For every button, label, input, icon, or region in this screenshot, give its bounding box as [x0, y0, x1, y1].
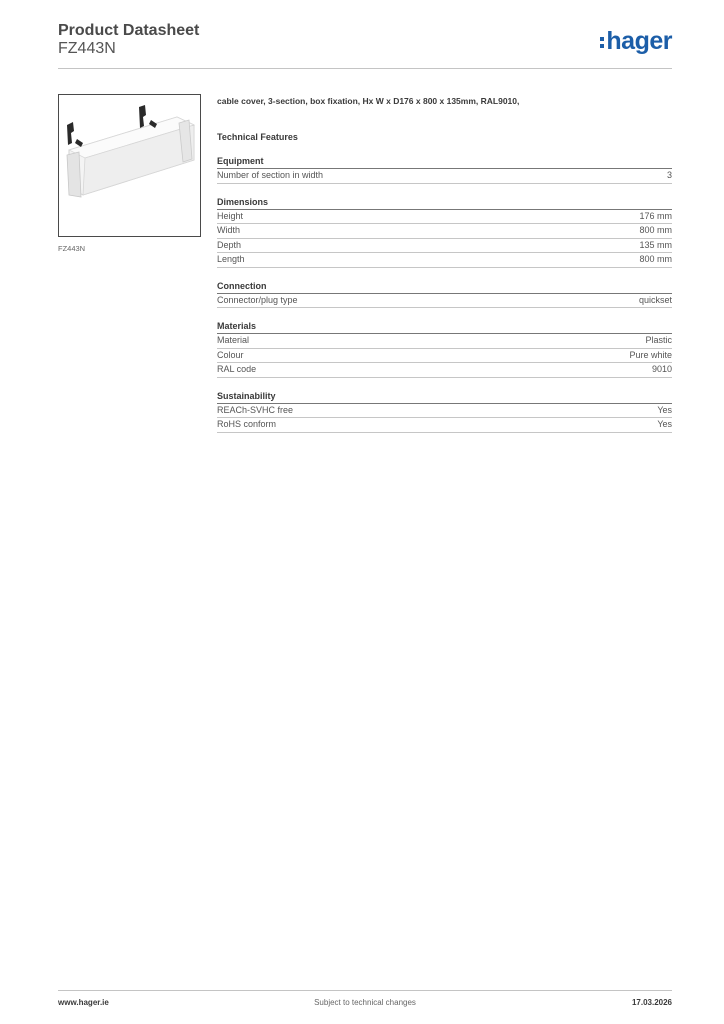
- footer-note: Subject to technical changes: [314, 998, 416, 1007]
- table-row: [217, 169, 672, 184]
- table-row: [217, 404, 672, 419]
- table-row: [217, 294, 672, 309]
- row-label: Width: [217, 225, 241, 235]
- group-equipment: [217, 156, 672, 184]
- row-label: REACh-SVHC free: [217, 404, 294, 415]
- footer-website-link[interactable]: www.hager.ie: [58, 998, 109, 1007]
- row-label: RoHS conform: [217, 419, 277, 429]
- row-label: Length: [217, 254, 245, 264]
- group-connection: [217, 281, 672, 309]
- image-caption: FZ443N: [58, 244, 86, 253]
- group-title: Connection: [217, 281, 672, 294]
- hager-logo: [600, 28, 672, 54]
- table-row: [217, 239, 672, 254]
- row-value: Plastic: [645, 335, 672, 345]
- logo-text: hager: [606, 26, 672, 55]
- row-value: 3: [666, 170, 672, 180]
- product-code: FZ443N: [58, 40, 116, 57]
- footer-date: 17.03.2026: [631, 998, 672, 1007]
- table-row: [217, 334, 672, 349]
- row-label: Number of section in width: [217, 170, 324, 180]
- technical-features-title: Technical Features: [217, 132, 298, 142]
- row-value: Yes: [657, 404, 672, 415]
- row-label: Height: [217, 210, 244, 221]
- row-value: 9010: [651, 364, 672, 374]
- row-value: Yes: [657, 419, 672, 429]
- row-value: quickset: [638, 294, 672, 305]
- table-row: [217, 363, 672, 378]
- group-title: Materials: [217, 321, 672, 334]
- row-label: Colour: [217, 349, 244, 360]
- logo-dots-icon: [600, 36, 604, 50]
- row-value: 800 mm: [639, 254, 672, 264]
- table-row: [217, 253, 672, 268]
- table-row: [217, 418, 672, 433]
- row-value: 135 mm: [639, 239, 672, 250]
- table-row: [217, 210, 672, 225]
- row-label: Depth: [217, 239, 242, 250]
- row-label: Material: [217, 335, 250, 345]
- row-value: 176 mm: [639, 210, 672, 221]
- group-sustainability: [217, 391, 672, 433]
- group-dimensions: [217, 197, 672, 268]
- cable-cover-illustration: [59, 95, 200, 236]
- group-materials: [217, 321, 672, 378]
- header-divider: [58, 68, 672, 69]
- footer-divider: [58, 990, 672, 991]
- datasheet-content: [217, 96, 672, 433]
- row-label: Connector/plug type: [217, 294, 298, 305]
- row-value: 800 mm: [639, 225, 672, 235]
- group-title: Dimensions: [217, 197, 672, 210]
- row-label: RAL code: [217, 364, 257, 374]
- product-image: [58, 94, 201, 237]
- group-title: Sustainability: [217, 391, 672, 404]
- row-value: Pure white: [629, 349, 672, 360]
- product-description: cable cover, 3-section, box fixation, Hx W x D176 x 800 x 135mm, RAL9010,: [217, 96, 520, 106]
- table-row: [217, 349, 672, 364]
- group-title: Equipment: [217, 156, 672, 169]
- document-title: Product Datasheet: [58, 22, 200, 39]
- table-row: [217, 224, 672, 239]
